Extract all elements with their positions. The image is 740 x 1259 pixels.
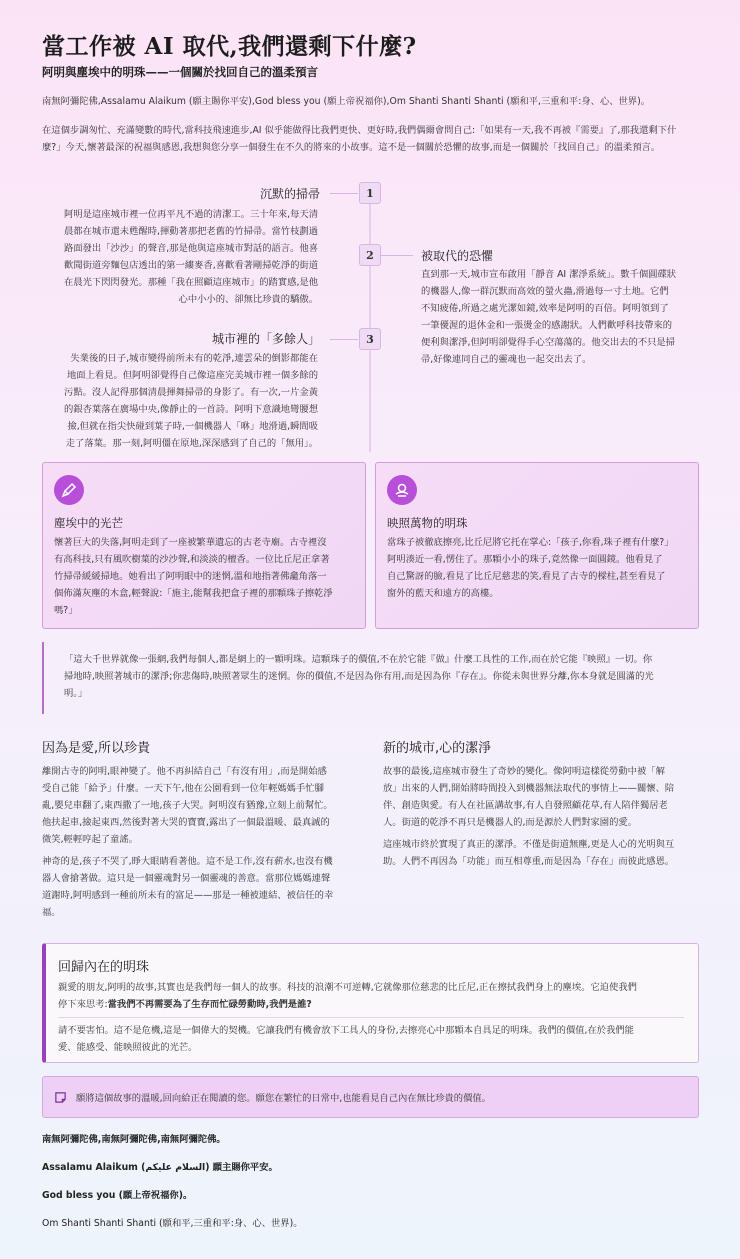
callout-paragraph-2: 請不要害怕。這不是危機,這是一個偉大的契機。它讓我們有機會放下工具人的身份,去擦亮心中那顆本自具足的明珠。我們的價值,在於我們能 愛、能感受、能映照彼此的光芒。 bbox=[58, 1025, 634, 1053]
paragraph-line: 亂,嬰兒車翻了,東西撒了一地,孩子大哭。阿明沒有猶豫,立刻上前幫忙。 bbox=[42, 800, 333, 811]
signoff-line-3: God bless you (願上帝祝福你)。 bbox=[42, 1190, 193, 1201]
paragraph-line: 道謝時,阿明感到一種前所未有的富足——那是一種被連結、被信任的幸 bbox=[42, 890, 334, 901]
card-text-line: 自己驚訝的臉,看見了比丘尼慈悲的笑,看見了古寺的樑柱,甚至看見了 bbox=[387, 571, 666, 582]
timeline-text-line: 心中小小的、卻無比珍貴的驕傲。 bbox=[178, 294, 318, 305]
timeline-connector bbox=[330, 193, 358, 194]
timeline-text-line: 地面上看見。但阿明卻覺得自己像這座完美城市裡一個多餘的 bbox=[66, 370, 318, 381]
love-paragraph-1 bbox=[42, 763, 362, 848]
callout-title: 回歸內在的明珠 bbox=[58, 960, 150, 975]
timeline-connector bbox=[330, 339, 358, 340]
intro-paragraph: 在這個步調匆忙、充滿變數的時代,當科技飛速進步,AI 似乎能做得比我們更快、更好時,我們偶爾會問自己:「如果有一天,我不再被『需要』了,那我還剩下什麼?」今天,懷著最深的祝福與感恩,我想與您分享一個發生在不久的將來的小故事。這不是一個關於恐懼的故事,而是一個關於「找回自己」的溫柔預言。 bbox=[42, 125, 677, 153]
callout-box bbox=[42, 943, 699, 1063]
paragraph-line: 福。 bbox=[42, 907, 61, 918]
signoff-line-2: Assalamu Alaikum (السلام عليكم) 願主賜你平安。 bbox=[42, 1162, 278, 1173]
page-subtitle: 阿明與塵埃中的明珠——一個關於找回自己的溫柔預言 bbox=[42, 65, 318, 79]
city-paragraph-2 bbox=[383, 836, 701, 870]
timeline-text-line: 的銀杏葉落在廣場中央,像靜止的一首詩。阿明下意識地彎腰想 bbox=[64, 404, 318, 415]
timeline-text-2 bbox=[421, 266, 699, 368]
greeting-paragraph: 南無阿彌陀佛,Assalamu Alaikum (願主賜你平安),God bless you (願上帝祝福你),Om Shanti Shanti Shanti (願和平,三重和平:身、心、世界)。 bbox=[42, 96, 651, 107]
paragraph-line: 放」出來的人們,開始將時間投入到機器無法取代的事情上——關懷、陪 bbox=[383, 783, 675, 794]
page-title: 當工作被 AI 取代,我們還剩下什麼? bbox=[42, 33, 417, 60]
timeline-text-1 bbox=[42, 206, 318, 308]
card-text-line: 個佈滿灰塵的木盒,輕聲說:「施主,能幫我把盒子裡的那顆珠子擦乾淨 bbox=[54, 588, 333, 599]
timeline-text-line: 晨都在城市還未甦醒時,揮動著那把老舊的竹掃帚。當竹枝劃過 bbox=[64, 226, 318, 237]
paragraph-line: 器人會搶著做。這只是一個靈魂對另一個靈魂的善意。當那位媽媽連聲 bbox=[42, 873, 331, 884]
timeline-text-3 bbox=[42, 350, 318, 452]
timeline-text-line: 阿明是這座城市裡一位再平凡不過的清潔工。三十年來,每天清 bbox=[64, 209, 318, 220]
note-icon bbox=[54, 1091, 67, 1104]
divider bbox=[58, 1017, 684, 1018]
card-text bbox=[387, 534, 692, 602]
timeline-text-line: 歡聞街道旁麵包店透出的第一縷麥香,喜歡看著剛掃乾淨的街道 bbox=[64, 260, 318, 271]
timeline-connector bbox=[381, 255, 413, 256]
quote-line: 明。」 bbox=[64, 688, 88, 699]
timeline-text-line: 在晨光下閃閃發光。那種「我在照顧這座城市」的踏實感,是他 bbox=[64, 277, 318, 288]
paragraph-line: 神奇的是,孩子不哭了,睜大眼睛看著他。這不是工作,沒有薪水,也沒有機 bbox=[42, 856, 333, 867]
section-title-city: 新的城市,心的潔淨 bbox=[383, 741, 492, 756]
paragraph-line: 離開古寺的阿明,眼神變了。他不再糾結自己「有沒有用」,而是開始感 bbox=[42, 766, 327, 777]
timeline-title-1: 沉默的掃帚 bbox=[259, 187, 320, 201]
timeline-badge-3: 3 bbox=[359, 328, 381, 350]
paragraph-line: 這座城市終於實現了真正的潔淨。不僅是街道無塵,更是人心的光明與互 bbox=[383, 839, 675, 850]
quote-line: 「這大千世界就像一張網,我們每個人,都是網上的一顆明珠。這顆珠子的價值,不在於它能『做』什麼工具性的工作,而在於它能『映照』一切。你 bbox=[64, 654, 653, 665]
timeline-text-line: 便利與潔淨,但阿明卻覺得手心空蕩蕩的。他交出去的不只是掃 bbox=[421, 337, 675, 348]
broom-icon bbox=[54, 475, 84, 505]
card-text-line: 竹掃帚緩緩掃地。她看出了阿明眼中的迷惘,溫和地指著佛龕角落一 bbox=[54, 571, 327, 582]
blockquote bbox=[42, 642, 699, 714]
banner-text: 願將這個故事的溫暖,回向給正在閱讀的您。願您在繁忙的日常中,也能看見自己內在無比珍貴的價值。 bbox=[76, 1093, 491, 1104]
card-text-line: 窗外的藍天和遠方的高樓。 bbox=[387, 588, 499, 599]
paragraph-line: 微笑,輕輕哼起了童謠。 bbox=[42, 834, 138, 845]
timeline-text-line: 失業後的日子,城市變得前所未有的乾淨,連雲朵的倒影都能在 bbox=[70, 353, 318, 364]
dedication-banner bbox=[42, 1076, 699, 1118]
timeline-line bbox=[369, 182, 371, 452]
card-light-in-dust bbox=[42, 462, 366, 629]
timeline-text-line: 一筆優渥的退休金和一張燙金的感謝狀。人們歡呼科技帶來的 bbox=[421, 320, 673, 331]
card-text-line: 有高科技,只有風吹樹葉的沙沙聲,和淡淡的檀香。一位比丘尼正拿著 bbox=[54, 554, 330, 565]
timeline-text-line: 帚,好像連同自己的靈魂也一起交出去了。 bbox=[421, 354, 592, 365]
timeline-text-line: 路面發出「沙沙」的聲音,那是他與這座城市對話的語言。他喜 bbox=[64, 243, 318, 254]
timeline-text-line: 污點。沒人記得那個清晨揮舞掃帚的身影了。有一次,一片金黃 bbox=[64, 387, 318, 398]
card-text-line: 當珠子被徹底擦亮,比丘尼將它托在掌心:「孩子,你看,珠子裡有什麼?」 bbox=[387, 537, 674, 548]
timeline-badge-2: 2 bbox=[359, 244, 381, 266]
paragraph-line: 伴、創造與愛。有人在社區講故事,有人自發照顧花草,有人陪伴獨居老 bbox=[383, 800, 668, 811]
timeline-badge-1: 1 bbox=[359, 182, 381, 204]
paragraph-line: 他扶起車,撿起東西,然後對著大哭的寶寶,露出了一個最溫暖、最真誠的 bbox=[42, 817, 330, 828]
timeline-text-line: 的機器人,像一群沉默而高效的螢火蟲,滑過每一寸土地。它們 bbox=[421, 286, 669, 297]
card-text-line: 懷著巨大的失落,阿明走到了一座被繁華遺忘的古老寺廟。古寺裡沒 bbox=[54, 537, 327, 548]
timeline-text-line: 不知疲倦,所過之處光潔如鏡,效率是阿明的百倍。阿明領到了 bbox=[421, 303, 669, 314]
card-title: 塵埃中的光芒 bbox=[54, 516, 123, 530]
card-text-line: 阿明湊近一看,愣住了。那顆小小的珠子,竟然像一面圓鏡。他看見了 bbox=[387, 554, 663, 565]
paragraph-line: 人。街道的乾淨不再只是機器人的,而是源於人們對家園的愛。 bbox=[383, 817, 637, 828]
timeline-text-line: 走了落葉。那一刻,阿明僵在原地,深深感到了自己的「無用」。 bbox=[65, 438, 318, 449]
paragraph-line: 故事的最後,這座城市發生了奇妙的變化。像阿明這樣從勞動中被「解 bbox=[383, 766, 665, 777]
timeline-title-2: 被取代的恐懼 bbox=[421, 249, 494, 263]
reflection-icon bbox=[387, 475, 417, 505]
timeline-text-line: 直到那一天,城市宣布啟用「靜音 AI 潔淨系統」。數千個圓碟狀 bbox=[421, 269, 677, 280]
city-paragraph-1 bbox=[383, 763, 701, 831]
signoff-line-1: 南無阿彌陀佛,南無阿彌陀佛,南無阿彌陀佛。 bbox=[42, 1134, 226, 1145]
quote-line: 掃地時,映照著城市的潔淨;你悲傷時,映照著眾生的迷惘。你的價值,不是因為你有用,而是因為你『存在』。你從未與世界分離,你本身就是圓滿的光 bbox=[64, 671, 654, 682]
love-paragraph-2 bbox=[42, 853, 362, 921]
section-title-love: 因為是愛,所以珍貴 bbox=[42, 741, 151, 756]
card-text bbox=[54, 534, 359, 619]
paragraph-line: 助。人們不再因為「功能」而互相尊重,而是因為「存在」而彼此感恩。 bbox=[383, 856, 675, 867]
paragraph-line: 受自己能「給予」什麼。一天下午,他在公園看到一位年輕媽媽手忙腳 bbox=[42, 783, 324, 794]
card-text-line: 嗎?」 bbox=[54, 605, 78, 616]
card-title: 映照萬物的明珠 bbox=[387, 516, 468, 530]
signoff-line-4: Om Shanti Shanti Shanti (願和平,三重和平:身、心、世界)。 bbox=[42, 1218, 303, 1229]
timeline-text-line: 撿,但就在指尖快碰到葉子時,一個機器人「咻」地滑過,瞬間吸 bbox=[67, 421, 318, 432]
card-reflecting-pearl bbox=[375, 462, 699, 629]
callout-paragraph-1: 親愛的朋友,阿明的故事,其實也是我們每一個人的故事。科技的浪潮不可逆轉,它就像那位慈悲的比丘尼,正在擦拭我們身上的塵埃。它迫使我們 停下來思考:當我們不再需要為了生存而忙碌勞動時,我們是誰? bbox=[58, 982, 637, 1010]
timeline-title-3: 城市裡的「多餘人」 bbox=[211, 332, 320, 346]
